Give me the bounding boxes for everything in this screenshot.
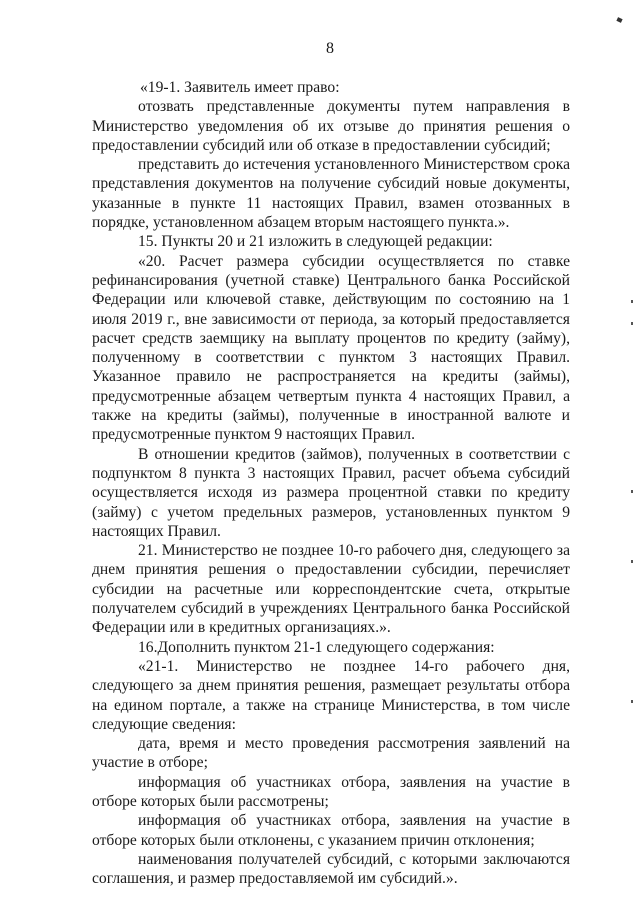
- paragraph-item-21: 21. Министерство не позднее 10-го рабочего дня, следующего за днем принятия решения о предоставлении субсидии, перечисляет субсидии на расчетные или корреспондентские счета, открытые получателем субсидий в учреждениях Центрального банка Российской Федерации или в кредитных организациях.».: [92, 542, 570, 637]
- paragraph-item-21-1: «21-1. Министерство не позднее 14-го рабочего дня, следующего за днем принятия решения, размещает результаты отбора на едином портале, а также на странице Министерства, в том числе следующие сведения:: [92, 657, 570, 733]
- scan-edge-marks: [631, 300, 634, 720]
- list-item-recipients: наименования получателей субсидий, с которыми заключаются соглашения, и размер предоставляемой им субсидий.».: [92, 850, 570, 888]
- paragraph-withdraw-documents: отозвать представленные документы путем направления в Министерство уведомления об их отзыве до принятия решения о предоставлении субсидий или об отказе в предоставлении субсидий;: [92, 98, 570, 154]
- paragraph-item-20: «20. Расчет размера субсидии осуществляется по ставке рефинансирования (учетной ставке) Центрального банка Российской Федерации или ключевой ставке, действующим по состоянию на 1 июля 2019 г., вне зависимости от периода, за который предоставляется расчет средств заемщику на выплату процентов по кредиту (займу), полученному в соответствии с пунктом 3 настоящих Правил. Указанное правило не распространяется на кредиты (займы), предусмотренные абзацем четвертым пункта 4 настоящих Правил, а также на кредиты (займы), полученные в иностранной валюте и предусмотренные пунктом 9 настоящих Правил.: [92, 252, 570, 444]
- paragraph-item-16: 16.Дополнить пунктом 21-1 следующего содержания:: [138, 638, 495, 656]
- list-item-considered-participants: информация об участниках отбора, заявления на участие в отборе которых были рассмотрены;: [92, 773, 570, 810]
- list-item-date-time-place: дата, время и место проведения рассмотрения заявлений на участие в отборе;: [92, 735, 570, 772]
- paragraph-submit-new-documents: представить до истечения установленного Министерством срока представления документов на получение субсидий новые документы, указанные в пункте 11 настоящих Правил, взамен отозванных в порядке, установленном абзацем вторым настоящего пункта.».: [92, 156, 570, 232]
- paragraph-item-15: 15. Пункты 20 и 21 изложить в следующей редакции:: [138, 233, 493, 251]
- list-item-rejected-participants: информация об участниках отбора, заявления на участие в отборе которых были отклонены, с указанием причин отклонения;: [92, 812, 570, 849]
- page-number: 8: [326, 40, 334, 57]
- paragraph-credits-subsection-8: В отношении кредитов (займов), полученных в соответствии с подпунктом 8 пункта 3 настоящих Правил, расчет объема субсидий осуществляется исходя из размера процентной ставки по кредиту (займу) с учетом предельных размеров, установленных пунктом 9 настоящих Правил.: [92, 445, 570, 540]
- paragraph-19-1-heading: «19-1. Заявитель имеет право:: [140, 79, 340, 96]
- scan-mark: [616, 17, 622, 23]
- document-body: [92, 78, 570, 888]
